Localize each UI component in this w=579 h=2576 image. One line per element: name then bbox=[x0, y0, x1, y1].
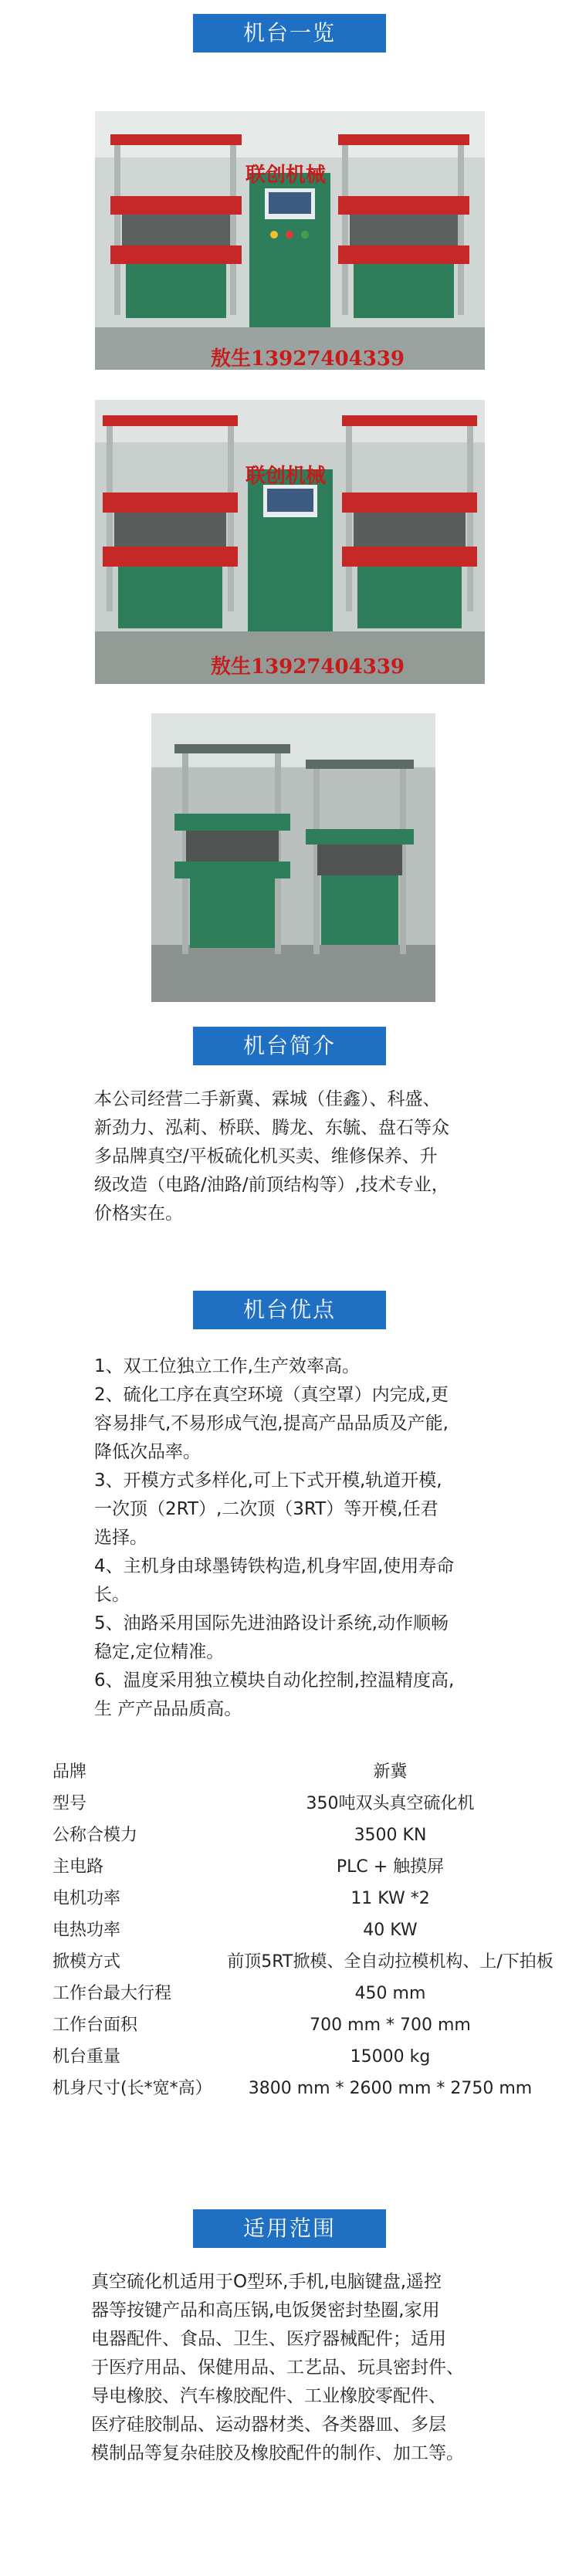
spec-row bbox=[52, 1756, 562, 1788]
watermark-contact: 敖生13927404339 bbox=[211, 655, 405, 679]
scope-line: 电器配件、食品、卫生、医疗器械配件；适用 bbox=[91, 2329, 446, 2349]
intro-line: 本公司经营二手新冀、霖城（佳鑫）、科盛、 bbox=[94, 1089, 441, 1109]
intro-line: 新劲力、泓莉、桥联、腾龙、东毓、盘石等众 bbox=[94, 1118, 449, 1138]
machine-photo-3 bbox=[151, 713, 435, 1002]
spec-label: 掀模方式 bbox=[52, 1952, 121, 1972]
scope-line: 于医疗用品、保健用品、工艺品、玩具密封件、 bbox=[91, 2358, 464, 2378]
spec-row bbox=[52, 2073, 562, 2104]
watermark-brand: 联创机械 bbox=[245, 465, 327, 488]
machine-photo-1 bbox=[95, 111, 485, 370]
advantage-line: 选择。 bbox=[94, 1528, 147, 1548]
advantage-line: 生 产产品品质高。 bbox=[94, 1699, 242, 1719]
spec-value: 700 mm * 700 mm bbox=[310, 2016, 471, 2035]
spec-value: PLC + 触摸屏 bbox=[336, 1857, 445, 1877]
advantage-line: 稳定,定位精准。 bbox=[94, 1642, 225, 1662]
section-header-intro: 机台简介 bbox=[193, 1027, 386, 1065]
spec-label: 机台重量 bbox=[52, 2047, 121, 2067]
advantages-list bbox=[94, 1352, 454, 1724]
spec-label: 主电路 bbox=[52, 1857, 104, 1877]
spec-value: 450 mm bbox=[354, 1984, 426, 2003]
spec-row bbox=[52, 1819, 562, 1851]
spec-label: 电机功率 bbox=[52, 1889, 121, 1908]
intro-line: 多品牌真空/平板硫化机买卖、维修保养、升 bbox=[94, 1146, 438, 1166]
spec-value: 40 KW bbox=[363, 1921, 418, 1940]
spec-label: 电热功率 bbox=[52, 1921, 121, 1940]
spec-value: 前顶5RT掀模、全自动拉模机构、上/下拍板 bbox=[227, 1952, 554, 1972]
scope-line: 真空硫化机适用于O型环,手机,电脑键盘,遥控 bbox=[91, 2272, 442, 2292]
spec-row bbox=[52, 1978, 562, 2009]
advantage-line: 降低次品率。 bbox=[94, 1442, 201, 1462]
spec-row bbox=[52, 1788, 562, 1819]
scope-line: 导电橡胶、汽车橡胶配件、工业橡胶零配件、 bbox=[91, 2386, 446, 2406]
advantage-line: 6、温度采用独立模块自动化控制,控温精度高, bbox=[94, 1671, 455, 1691]
spec-value: 3500 KN bbox=[354, 1826, 427, 1845]
spec-row bbox=[52, 2009, 562, 2041]
advantage-line: 一次顶（2RT）,二次顶（3RT）等开模,任君 bbox=[94, 1499, 438, 1519]
intro-paragraph bbox=[94, 1085, 449, 1228]
intro-line: 级改造（电路/油路/前顶结构等）,技术专业， bbox=[94, 1175, 449, 1195]
scope-line: 医疗硅胶制品、运动器材类、各类器皿、多层 bbox=[91, 2415, 446, 2435]
spec-row bbox=[52, 1883, 562, 1914]
advantage-line: 1、双工位独立工作,生产效率高。 bbox=[94, 1356, 360, 1376]
advantage-line: 2、硫化工序在真空环境（真空罩）内完成,更 bbox=[94, 1385, 449, 1405]
spec-value: 15000 kg bbox=[350, 2047, 431, 2067]
spec-label: 机身尺寸(长*宽*高） bbox=[52, 2079, 212, 2098]
watermark-contact: 敖生13927404339 bbox=[211, 347, 405, 370]
spec-label: 工作台最大行程 bbox=[52, 1984, 172, 2003]
section-header-machines: 机台一览 bbox=[193, 14, 386, 52]
advantage-line: 3、开模方式多样化,可上下式开模,轨道开模, bbox=[94, 1471, 442, 1491]
spec-row bbox=[52, 1914, 562, 1946]
scope-line: 模制品等复杂硅胶及橡胶配件的制作、加工等。 bbox=[91, 2443, 464, 2463]
machine-photo-2 bbox=[95, 400, 485, 684]
spec-value: 新冀 bbox=[373, 1762, 408, 1782]
advantage-line: 5、油路采用国际先进油路设计系统,动作顺畅 bbox=[94, 1613, 449, 1633]
scope-line: 器等按键产品和高压锅,电饭煲密封垫圈,家用 bbox=[91, 2300, 440, 2320]
spec-label: 品牌 bbox=[52, 1762, 87, 1782]
spec-row bbox=[52, 1946, 562, 1978]
scope-paragraph bbox=[91, 2268, 464, 2468]
section-header-scope: 适用范围 bbox=[193, 2209, 386, 2248]
spec-row bbox=[52, 2041, 562, 2073]
spec-label: 工作台面积 bbox=[52, 2016, 138, 2035]
spec-value: 11 KW *2 bbox=[350, 1889, 430, 1908]
advantage-line: 长。 bbox=[94, 1585, 130, 1605]
advantage-line: 容易排气,不易形成气泡,提高产品品质及产能, bbox=[94, 1413, 449, 1434]
advantage-line: 4、主机身由球墨铸铁构造,机身牢固,使用寿命 bbox=[94, 1556, 455, 1576]
spec-label: 公称合模力 bbox=[52, 1826, 138, 1845]
spec-row bbox=[52, 1851, 562, 1883]
spec-label: 型号 bbox=[52, 1794, 87, 1813]
spec-value: 350吨双头真空硫化机 bbox=[306, 1794, 475, 1813]
watermark-brand: 联创机械 bbox=[245, 164, 327, 187]
section-header-advantages: 机台优点 bbox=[193, 1291, 386, 1329]
intro-line: 价格实在。 bbox=[94, 1203, 183, 1224]
spec-value: 3800 mm * 2600 mm * 2750 mm bbox=[248, 2079, 533, 2098]
